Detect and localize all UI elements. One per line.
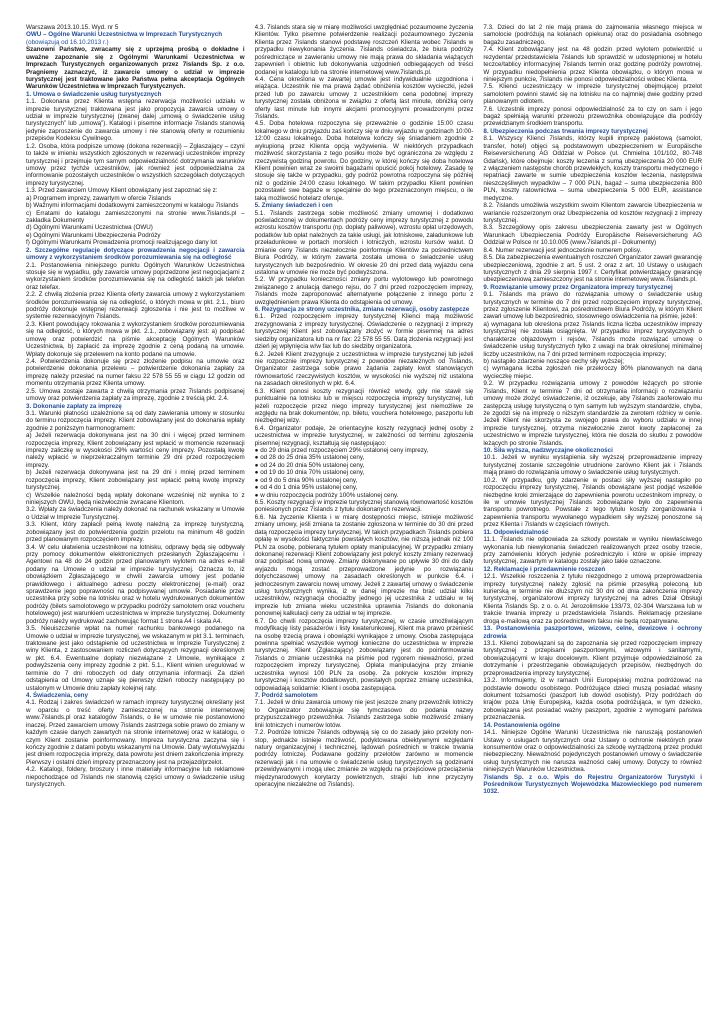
paragraph: 6.5. Koszty rezygnacji w imprezie turystycznej stanowią równowartość kosztów poniesionych przez 7islands z tytułu dokonanych rezerwacji. bbox=[254, 499, 474, 514]
paragraph: 7.1. Jeżeli w dniu zawarcia umowy nie jest jeszcze znany przewoźnik lotniczy to Organizator zobowiązuje się tymczasowo do podania nazwy przypuszczalnego przewoźnika. 7islands zastrzega sobie możliwość zmiany linii lotniczych i numerów lotów. bbox=[254, 699, 474, 729]
paragraph: 4.4. Cena określona w zawartej umowie jest indywidualnie uzgodniona i wiążąca. Uczestnik nie ma prawa żądać obniżenia kosztów wycieczki, jeżeli przed lub po zawarciu umowy z uczestnikiem cena podobnej imprezy turystycznej została obniżona w związku z ofertą last minute, obniżką ceny oferty last minute lub innymi akcjami promocyjnymi prowadzonymi przez 7islands. bbox=[254, 75, 474, 121]
paragraph: e) Ogólnymi Warunkami Ubezpieczenia Podróży bbox=[26, 231, 161, 239]
paragraph: a) Jeżeli rezerwacja dokonywana jest na 30 dni i więcej przed terminem rozpoczęcia imprezy, Klient zobowiązany jest wpłacić w momencie rezerwacji imprezy zaliczkę w wysokości 29% wartości ceny imprezy. Pozostałą kwotę należy wpłacić w nieprzekraczalnym terminie 29 dni przed rozpoczęciem imprezy. bbox=[26, 432, 245, 469]
paragraph: 9.2. W przypadku rozwiązania umowy z powodów leżących po stronie 7islands, Klient w terminie 7 dni od otrzymania informacji o rozwiązaniu umowy może złożyć oświadczenie, iż oczekuje, aby 7islands zaoferowało mu zastępczą usługę turystyczną o tym samym lub wyższym standardzie, chyba, że zgodzi się na imprezę o niższym standardzie za zwrotem różnicy w cenie. Jeżeli Klient nie skorzysta ze swojego prawa do wyboru udziału w innej imprezie turystycznej, otrzyma niezwłocznie zwrot kwoty zapłaconej za uczestnictwo w imprezie turystycznej, która nie doszła do skutku z powodów leżących po stronie 7islands. bbox=[483, 380, 703, 447]
paragraph: 8.2. 7islands umożliwia wszystkim swoim Klientom zawarcie Ubezpieczenia w wariancie rozszerzonym oraz Ubezpieczenia od kosztów rezygnacji z imprezy turystycznej. bbox=[483, 202, 703, 224]
column-2 bbox=[255, 24, 474, 1008]
paragraph: 2.3. Klient powodujący rokowania z wykorzystaniem środków porozumiewania się na odległość, o których mowa w pkt. 2.1., zobowiązany jest: a) podpisać umowę oraz potwierdzić na piśmie akceptację Ogólnych Warunków Uczestnictwa, b) zapłacić za imprezę zgodnie z ceną podaną na umowie. Wpłaty dokonuje się przelewem na konto podane na umowie. bbox=[26, 320, 245, 358]
section-heading: 10. Siła wyższa, nadzwyczajne okoliczności bbox=[483, 447, 613, 455]
paragraph: b) Jeżeli rezerwacja dokonywana jest na 29 dni i mniej przed terminem rozpoczęcia imprezy, Klient zobowiązany jest wpłacić pełną kwotę imprezy turystycznej. bbox=[26, 469, 245, 492]
paragraph: 2.4. Potwierdzenia dokonuje się przez złożenie podpisu na umowie oraz potwierdzenie dokonania przelewu – potwierdzenie dokonania zapłaty za imprezę należy przesłać na numer faksu 22 578 55 55 w ciągu 12 godzin od momentu otrzymania przez Klienta umowy. bbox=[26, 357, 245, 388]
paragraph: 1.3. Przed zawarciem Umowy Klient obowiązany jest zapoznać się z: bbox=[26, 187, 218, 195]
paragraph: 6.6. Na życzenie Klienta i w miarę dostępności miejsc, istnieje możliwość zmiany umowy, jeśli zmiana ta zostanie zgłoszona w terminie do 30 dni przed datą rozpoczęcia imprezy turystycznej. W takich przypadkach 7islands pobiera opłatę w wysokości faktycznie powstałych kosztów, nie niższą jednak niż 100 PLN za osobę, pobieraną tytułem opłaty manipulacyjnej. W przypadku zmiany dokonanej rezerwacji Klient zobowiązany jest pokryć koszty zmiany rezerwacji oraz podpisać nową umowę. Zmiany dokonywane po upływie 30 dni do daty wyjazdu mogą zostać przeprowadzone jedynie po rozwiązaniu dotychczasowej umowy na zasadach określonych w punkcie 6.4. i jednoczesnym zawarciu nowej umowy. Jeżeli z zawartej umowy o świadczenie usług turystycznych wynika, iż w danej imprezie ma brać udział kilku uczestników, rezygnacja chociażby jednego jej uczestnika z udziału w tej imprezie lub zmiana wieku uczestnika uprawnia 7islands do dokonania ponownej kalkulacji ceny za udział w tej imprezie. bbox=[254, 513, 474, 618]
section-heading: 8. Ubezpieczenia podczas trwania imprezy turystycznej bbox=[483, 127, 648, 135]
paragraph: 6.2. Jeżeli Klient zrezygnuje z uczestnictwa w imprezie turystycznej lub jeżeli nie rozpocznie imprezy turystycznej z powodów niezależnych od 7islands, Organizator zastrzega sobie prawo żądania zapłaty kwot stanowiących równowartość rzeczywistych kosztów, w wysokości nie wyższej niż ustalona na zasadach określonych w pkt. 6.4. bbox=[254, 350, 474, 388]
paragraph: 3.2. Wpłaty za świadczenia należy dokonać na rachunek wskazany w Umowie o Udział w Imprezie Turystycznej. bbox=[26, 506, 245, 521]
paragraph: f) Ogólnymi Warunkami Prowadzenia promocji realizującego dany lot bbox=[26, 239, 217, 247]
paragraph: 6.1. Przed rozpoczęciem imprezy turystycznej Klienci mają możliwość zrezygnowania z imprezy turystycznej. Oświadczenie o rezygnacji z imprezy turystycznej Klient jest zobowiązany złożyć w formie pisemnej na adres siedziby organizatora lub na nr fax: 22 578 55 55. Datą złożenia rezygnacji jest dzień jej wpłynięcia w/w fax lub do siedziby organizatora. bbox=[254, 313, 474, 351]
section-heading: 11. Odpowiedzialność bbox=[483, 528, 549, 536]
section-heading: 12. Reklamacje i przedawnienie roszczeń bbox=[483, 565, 606, 573]
paragraph: 8.5. Dla zabezpieczenia ewentualnych roszczeń Organizator zawarł gwarancję ubezpieczeniową, zgodnie z art. 5 ust. 2 oraz z art. 10 Ustawy o usługach turystycznych z dnia 29 sierpnia 1997 r. Certyfikat potwierdzający gwarancję ubezpieczeniową zamieszczony jest na stronie internetowej www.7islands.pl. bbox=[483, 254, 703, 284]
paragraph: ● od 24 do 20 dnia 50% ustalonej ceny, bbox=[254, 461, 365, 469]
paragraph: 1.2. Osoba, która podpisze umowę (dokona rezerwacji) – Zgłaszający – czyni to także w imieniu wszystkich zgłoszonych w rezerwacji uczestników imprezy turystycznej i przejmuje tym samym odpowiedzialność dotrzymania warunków umowy przez tychże uczestników, jak również jest odpowiedzialna za informowanie pozostałych uczestników o wszystkich szczegółach dotyczących imprezy turystycznej. bbox=[26, 142, 245, 187]
paragraph: 14.1. Niniejsze Ogólne Warunki Uczestnictwa nie naruszają postanowień Ustawy o usługach turystycznych oraz Ustawy o ochronie niektórych praw konsumentów oraz o odpowiedzialności za szkodę wyrządzoną przez produkt niebezpieczny. Nieważność pojedynczych postanowień umowy o świadczenie usług turystycznych nie narusza ważności całej umowy. Dotyczy to również niniejszych Warunków Uczestnictwa. bbox=[483, 729, 703, 774]
paragraph: 10.1. Jeżeli w wyniku wystąpienia siły wyższej przeprowadzenie imprezy turystycznej zostanie szczególnie utrudnione zarówno Klient jak i 7islands mają prawo do rozwiązania umowy o świadczenie usług turystycznych. bbox=[483, 454, 703, 477]
paragraph: 7.5. Klienci uczestniczący w imprezie turystycznej obejmującej przelot samolotem powinni stawić się na lotnisku na co najmniej dwie godziny przed planowanym odlotem. bbox=[483, 83, 703, 106]
paragraph: 5.2. W przypadku konieczności zmiany portu wylotowego lub powrotnego związanego z anulacją danego rejsu, do 7 dni przed rozpoczęciem imprezy, 7islands może zaproponować alternatywne połączenie z innego portu z uwzględnieniem prawa Klienta do odstąpienia od umowy. bbox=[254, 276, 474, 306]
paragraph: 4.5. Doba hotelowa rozpoczyna się przeważnie o godzinie 15:00 czasu lokalnego w dniu przyjazdu zaś kończy się w dniu wyjazdu w godzinach 10:00-12:00 czasu lokalnego. Doba hotelowa kończy się śniadaniem zgodnie z wykupioną przez Klienta opcją wyżywienia. W niektórych przypadkach możliwość skorzystania z tego posiłku może być ograniczona ze względu z rzeczywistą godziną powrotu. Do godziny, w której kończy się doba hotelowa Klient powinien wraz ze swoimi bagażami opuścić pokój hotelowy. Zasadę tę stosuje się także w przypadku, gdy podróż powrotna rozpoczyna się później niż o godzinie 24:00 czasu lokalnego. W takim przypadku Klient powinien pozostawić swe bagaże w specjalnie do tego przeznaczonym miejscu, o ile taką możliwość hotelarz oferuje. bbox=[254, 120, 474, 202]
paragraph: 3.4. W celu ułatwienia uczestnikowi na lotnisku, odprawy będą się odbywały przy pomocy dokumentów elektronicznych przesłanych Zgłaszającemu i Agentowi na 48 do 24 godzin przed planowanym wylotem na adres e-mail podany na Umowie o udział w imprezie turystycznej. Oznacza to, iż obowiązkiem Zgłaszającego w chwili zawarcia umowy jest podanie prawidłowego i aktualnego adresu poczty elektronicznej (e-mail) oraz sprawdzenie jego poprawności na podpisywanej umowie. Posiadanie przez uczestnika przy sobie na lotnisku oraz w hotelu wydrukowanych dokumentów podróży (bilets samolotowego w przypadku podróży samolotem oraz voucheru hotelowego) jest warunkiem uczestnictwa w imprezie turystycznej. Dokumenty podróży należy wydrukować zachowując format 1 strona A4 i skala A4. bbox=[26, 543, 245, 625]
paragraph: ● do 29 dnia przed rozpoczęciem 29% ustalonej ceny imprezy, bbox=[254, 447, 429, 455]
paragraph: 10.2. W przypadku, gdy zdarzenie w postaci siły wyższej nastąpiło po rozpoczęciu imprezy turystycznej, 7islands obowiązane jest podjąć wszelkie niezbędne kroki zmierzające do zapewnienia powrotu uczestnikom imprezy, o ile w umowie turystycznej 7islands zobowiązane było do zapewnienia transportu powrotnego. Powstałe z tego tytułu koszty zorganizowania i zapewnienia transportu wywołanego wypadkiem siły wyższej ponoszone są przez Klienta i 7islands w częściach równych. bbox=[483, 476, 703, 529]
document-intro: Szanowni Państwo, zwracamy się z uprzejmą prośbą o dokładne i uważne zapoznanie się z Ogólnymi Warunkami Uczestnictwa w Imprezach Turystycznych organizowanych przez 7islands Sp. z o.o. Pragniemy zaznaczyć, iż zawarcie umowy o udział w imprezie turystycznej jest traktowane jako Państwa pełna akceptacja Ogólnych Warunków Uczestnictwa w Imprezach Turystycznych. bbox=[26, 46, 245, 91]
paragraph: 7.3. Dzieci do lat 2 nie mają prawa do zajmowania własnego miejsca w samolocie (podróżują na kolanach opiekuna) oraz do posiadania osobnego bagażu zasadniczego. bbox=[483, 24, 703, 46]
paragraph: c) Erratami do katalogu zamieszczonymi na stronie www.7islands.pl – zakładka Dokumenty bbox=[26, 209, 245, 224]
section-heading: 1. Umowa o świadczenie usług turystycznych bbox=[26, 90, 162, 98]
paragraph: 4.3. 7islands stara się w miarę możliwości uwzględniać pozaumowne życzenia Klientów. Tylko pisemne potwierdzenie realizacji pozaumownego życzenia Klienta przez 7islands stanowi podstawę roszczeń Klienta wobec 7islands w przypadku niewykonania życzenia. 7islands oświadcza, że biura podróży pośredniczące w zawieraniu umowy nie mają prawa do składania wiążących zapewnień i obietnic lub dokonywania uzgodnień odbiegających od treści podanej w katalogu lub na stronie internetowej www.7islands.pl. bbox=[254, 24, 474, 76]
paragraph: 11.1. 7islands nie odpowiada za szkody powstałe w wyniku niewłaściwego wykonania lub niewykonania świadczeń realizowanych przez osoby trzecie, przy zamówieniu których jedynie pośredniczyło i które w opisie imprezy turystycznej, zawartym w katalogu zostały jako takie oznaczone. bbox=[483, 536, 703, 566]
section-heading: 3. Dokonanie zapłaty za imprezę bbox=[26, 402, 122, 410]
paragraph: ● od 4 do 1 dnia 95% ustalonej ceny, bbox=[254, 484, 358, 492]
paragraph: 3.5. Nieuiszczenie wpłat na numer rachunku bankowego podanego na Umowie o udział w imprezie turystycznej, we wskazanym w pkt 3.1. terminach, traktowane jest jako odstąpienie od uczestnictwa w Imprezie Turystycznej z winy Klienta, z zastosowaniem rozliczeń dotyczących rezygnacji określonych w pkt. 6.4. Ewentualne dopłaty niezwiązane z Umowie, wynikające z podwyższenia ceny imprezy zgodnie z pkt. 5.1., Klient winien uregulować w terminie do 7 dni roboczych od daty otrzymania informacji. Za dzień odstąpienia od Umowy uznaje się pierwszy dzień roboczy następujący po ustalonym w Umowie dniu zapłaty kolejnej raty. bbox=[26, 625, 245, 692]
section-heading: 14. Postanowienia ogólne bbox=[483, 721, 560, 729]
section-heading: 7. Podróż samolotem bbox=[254, 691, 318, 699]
column-1 bbox=[26, 24, 245, 1008]
paragraph: ● od 19 do 10 dnia 70% ustalonej ceny, bbox=[254, 469, 365, 477]
section-heading: 2. Szczegółne regulacje dotyczące prowadzenia negocjacji i zawarcia umowy z wykorzystaniem środków porozumiewania się na odległość bbox=[26, 246, 245, 262]
paragraph: ● w dniu rozpoczęcia podróży 100% ustalonej ceny. bbox=[254, 491, 399, 499]
paragraph: 6.4. Organizator podaje, że orientacyjne koszty rezygnacji jednej osoby z uczestnictwa w imprezie turystycznej, w zależności od terminu zgłoszenia pisemnej rezygnacji, kształtują się następująco: bbox=[254, 424, 474, 447]
paragraph: 2.5. Umowa zostaje zawarta z chwilą otrzymania przez 7islands podpisanej umowy oraz potwierdzenia zapłaty za imprezę, zgodnie z treścią pkt. 2.4. bbox=[26, 387, 245, 403]
paragraph: 8.3. Szczegółowy opis zakresu ubezpieczenia zawarty jest w Ogólnych Warunkach Ubezpieczenia Podróży Europäische Reiseversicherung AG Oddział w Polsce nr 10.10.005 (www.7islands.pl - Dokumenty) bbox=[483, 224, 703, 247]
paragraph: 2.1. Postanowienia niniejszego punktu Ogólnych Warunków Uczestnictwa stosuje się w wypadku, gdy zawarcie umowy poprzedzone jest negocjacjami z wykorzystaniem środków porozumiewania się na odległość takich jak telefon oraz telefax. bbox=[26, 261, 245, 291]
section-heading: 6. Rezygnacja ze strony uczestnika, zmiana rezerwacji, osoby zastępcze bbox=[254, 306, 470, 314]
column-3 bbox=[483, 24, 702, 1008]
paragraph: 6.3. Klient ponosi koszty rezygnacji również wtedy, gdy nie stawił się punktualnie na lotnisku lub w miejscu rozpoczęcia imprezy turystycznej, lub jeżeli rozpoczęcie przez niego imprezy turystycznej jest niemożliwe ze względu na brak dokumentów, np. biletu, vouchera hotelowego, paszportu lub niezbędnej wizy. bbox=[254, 387, 474, 425]
paragraph: 7.2. Podróże lotnicze 7islands odbywają się co do zasady jako przeloty non-stop, jednakże istnieje możliwość, podyktowana obiektywnymi względami natury organizacyjnej i technicznej, lądowań pośrednich w trakcie trwania podróży lotniczej. Podawane godziny przelotów zarówno w momencie rezerwacji jak i na umowie o świadczenie usług turystycznych są godzinami przewidywanymi i mogą ulec zmianie ze względu na przejściowe przeciążenia międzynarodowych korytarzy powietrznych, strajki lub inne przyczyny operacyjne niezależne od 7islands). bbox=[254, 729, 474, 789]
paragraph: 9.1. 7islands ma prawo do rozwiązania umowy o świadczenie usług turystycznych w terminie do 7 dni przed rozpoczęciem imprezy turystycznej, przez zgłoszenie Klientowi, za pośrednictwem Biura Podróży, w którym Klient zawarł umowę lub bezpośrednio, stosownego oświadczenia na piśmie, jeżeli: bbox=[483, 291, 703, 321]
paragraph: a) Programem imprezy, zawartym w ofercie 7islands bbox=[26, 194, 172, 202]
paragraph: d) Ogólnymi Warunkami Uczestnictwa (OWU) bbox=[26, 224, 153, 232]
document-title: OWU – Ogólne Warunki Uczestnictwa w Imprezach Turystycznych bbox=[26, 31, 223, 39]
paragraph: 8.4. Numer rezerwacji jest jednocześnie numerem polisy. bbox=[483, 246, 642, 254]
section-heading: 4. Świadczenia, ceny bbox=[26, 691, 88, 699]
paragraph: 1.1. Dokonana przez Klienta wstępna rezerwacja możliwości udziału w imprezie turystycznej traktowana jest jako propozycja zawarcia umowy o udział w imprezie turystycznej (zwanej dalej „umową o świadczenie usług turystycznych” lub „umową”). Katalogi i pisemne informacje 7islands stanowią jedynie zaproszenie do zawarcia umowy i nie stanowią oferty w rozumieniu przepisów Kodeksu Cywilnego. bbox=[26, 98, 245, 143]
paragraph: ● od 28 do 25 dnia 35% ustalonej ceny, bbox=[254, 454, 365, 462]
document-columns bbox=[26, 24, 702, 1008]
paragraph: 6.7. Do chwili rozpoczęcia imprezy turystycznej, w czasie umożliwiającym modyfikację listy pasażerów i listy kwaterunkowej, Klient ma prawo przenieść na osobę trzecią prawa i obowiązki wynikające z umowy. Osoba zastępująca powinna spełniać wszystkie wymogi konieczne do uczestnictwa w imprezie turystycznej. Klient (Zgłaszający) zobowiązany jest do poinformowania 7islands o zmianie uczestnika na piśmie pod rygorem nieważności, przed rozpoczęciem imprezy turystycznej. Opłata manipulacyjna przy zmianie uczestnika wynosi 100 PLN za osobę. Za pokrycie kosztów imprezy turystycznej i kosztów dodatkowych, powstałych poprzez zmianę uczestnika, odpowiadają solidarnie: Klient i osoba zastępująca. bbox=[254, 617, 474, 692]
paragraph: 7.6. Uczestnik imprezy ponosi odpowiedzialność za to czy on sam i jego bagaż spełniają warunki przewozu przewoźnika obowiązujące dla podróży przewidzianym środkiem transportu. bbox=[483, 105, 703, 128]
paragraph: 2.2. Z chwilą złożenia przez Klienta oferty zawarcia umowy z wykorzystaniem środków porozumiewania się na odległość, o których mowa w pkt. 2.1., biuro podróży dokonuje wstępnej rezerwacji zgłoszenia i nie jest to możliwe w systemie rezerwacyjnym 7islands. bbox=[26, 291, 245, 321]
paragraph: c) Wszelkie należności będą wpłaty dokonane wcześniej niż wynika to z niniejszych OWU, będą niezwłocznie zwracane Klientom. bbox=[26, 491, 245, 506]
section-heading: 9. Rozwiązanie umowy przez Organizatora imprezy turystycznej bbox=[483, 283, 673, 291]
section-heading: 5. Zmiany świadczeń i cen bbox=[254, 202, 333, 210]
paragraph: b) nastąpiło zdarzenie noszące cechy siły wyższej; bbox=[483, 357, 625, 365]
document-ref: Warszawa 2013.10.15. Wyd. nr 5 bbox=[26, 24, 119, 31]
paragraph: 4.1. Rodzaj i zakres świadczeń w ramach imprezy turystycznej określany jest w oparciu o treść oferty zamieszczonej na stronie internetowej www.7islands.pl oraz katalogów 7islands, o ile w umowie nie postanowiono inaczej. Przed zawarciem umowy 7islands zastrzega sobie prawo do zmiany w każdym czasie danych zawartych na stronie internetowej oraz w katalogu, o czym Klient zostanie poinformowany. Impreza turystyczna zaczyna się i kończy zgodnie z datami pobytu wskazanymi na Umowie. Daty wylotu/wyjazdu jest dniem rozpoczęcia imprezy, data powrotu jest dniem zakończenia imprezy. Pierwszy i ostatni dzień imprezy przeznaczony jest na przejazd/przelot. bbox=[26, 699, 245, 766]
paragraph: a) wymagana lub określona przez 7islands liczna liczba uczestników imprezy turystycznej nie została osiągnięta. W przypadku imprez turystycznych o charakterze objazdowym i rejsów, 7islands może rozwiązać umowę o świadczenie usług turystycznych tylko z uwagi na brak określonej minimalnej liczby uczestników, na 7 dni przed terminem rozpoczęcia imprezy; bbox=[483, 320, 703, 358]
paragraph: c) wymagana liczba zgłoszeń nie przekroczy 80% planowanych na daną wycieczkę miejsc. bbox=[483, 365, 703, 380]
paragraph: 4.2. Katalogi, foldery, broszury i inne materiały informacyjne lub reklamowe niepochodzące od 7islands nie stanowią części umowy o świadczenie usług turystycznych. bbox=[26, 766, 245, 789]
paragraph: 3.3. Klient, który zapłacił pełną kwotę należną za imprezę turystyczną, zobowiązany jest do potwierdzenia godzin przelotu na minimum 48 godzin przed planowanym rozpoczęciem imprezy. bbox=[26, 521, 245, 544]
paragraph: 12.1. Wszelkie roszczenia z tytułu niezgodnego z umową przeprowadzenia imprezy turystycznej należy zgłosić na piśmie przesyłką poleconą lub kurierską w terminie nie dłuższym niż 30 dni od dnia zakończenia imprezy turystycznej, organizatorowi imprezy turystycznej na adres Dział Obsługi Klienta 7islands Sp. z o. o. Al. Jerozolimskie 133/73, 02-304 Warszawa lub w trakcie trwania imprezy u przedstawiciela 7islands. Reklamację przesłane drogą e-mailową oraz za pośrednictwem faksu nie będą rozpatrywane. bbox=[483, 573, 703, 625]
paragraph: b) Wažnymi informacjami dodatkowymi zamieszczonymi w katalogu 7islands bbox=[26, 202, 239, 210]
paragraph: 7.4. Klient zobowiązany jest na 48 godzin przed wylotem potwierdzić u rezydenta/ przedstawiciela 7islands lub sprawdzić w udostępnionej w hotelu teczce/tablicy informacyjnej 7islands termin oraz godzinę podróży powrotnej. W przypadku niedopełnienia przez Klienta obowiązku, o którym mowa w niniejszym punkcie, 7islands nie ponosi odpowiedzialności wobec Klienta. bbox=[483, 46, 703, 83]
document-subtitle: (obowiązują od 16.10.2013 r.) bbox=[26, 38, 109, 46]
paragraph: ● od 9 do 5 dnia 90% ustalonej ceny, bbox=[254, 476, 358, 484]
paragraph: 5.1. 7islands zastrzega sobie możliwość zmiany umownej i dodatkowo poświadczonej w dokumentach podróży ceny imprezy turystycznej z powodu wzrostu kosztów transportu (np. dopłaty paliwowe), wzrostu opłat urzędowych, podatków lub opłat należnych za takie usługi, jak lotniskowe, załadunkowe lub przeładunkowe w portach morskich i lotniczych, wzrostu kursów walut. O zmianie ceny 7islands niezwłocznie poinformuje Klientów za pośrednictwem Biura Podróży, w którym zawarta została umowa o świadczenie usług turystycznych lub bezpośrednio. W okresie 20 dni przed datą wyjazdu cena ustalona w umowie nie może być podwyższona. bbox=[254, 209, 474, 276]
paragraph: 13.1. Klienci zobowiązani są do zapoznania się przed rozpoczęciem imprezy turystycznej z przepisami paszportowymi, wizowymi i sanitarnymi, obowiązującymi w kraju docelowym. Klient przyjmuje odpowiedzialność za dotrzymanie i przestrzeganie obowiązujących przepisów, niezbędnych do przeprowadzenia imprezy turystycznej. bbox=[483, 640, 703, 677]
footer-registration: 7islands Sp. z o.o. Wpis do Rejestru Organizatorów Turystyki i Pośredników Turystycznych Wojewódzka Mazowieckiego pod numerem 1032. bbox=[483, 773, 703, 796]
paragraph: 3.1. Warunki płatności uzależnione są od daty zawierania umowy w stosunku do terminu rozpoczęcia imprezy. Klient zobowiązany jest do dokonania wpłaty zgodnie z poniższym harmonogramem: bbox=[26, 409, 245, 432]
paragraph: 13.2. Informujemy, iż w ramach Unii Europejskiej można podróżować na podstawie dowodu osobistego. Podróżujące dzieci muszą posiadać własny dokument tożsamości (paszport lub dowód osobisty). Przy podróżach do krajów poza Unię Europejską, każda osoba podróżująca, w tym dziecko, zobowiązana jest posiadać ważny paszport, zgodnie z wymogami państwa przeznaczenia. bbox=[483, 677, 703, 722]
section-heading: 13. Postanowienia paszportowe, wizowe, celne, dewizowe i ochrony zdrowia bbox=[483, 625, 703, 640]
paragraph: 8.1. Wszyscy Klienci 7islands, którzy kupili imprezę pakietową (samolot, transfer, hotel) objęci są podstawowym ubezpieczeniem w Europäische Reiseversicherung AG Oddział w Polsce (ul. Chmielna 101/102, 80-748 Gdańsk), które obejmuje: koszty leczenia z sumą ubezpieczenia 20 000 EUR z włączeniem następstw chorób przewlekłych, koszty transportu medycznego i repatriacji zawarte w sumie ubezpieczenia kosztów leczenia, następstwa nieszczęśliwych wypadków – 7 000 PLN, bagaż – suma ubezpieczenia 800 PLN, koszty ratownictwa – suma ubezpieczenia 5 000 EUR, assistance medyczne. bbox=[483, 135, 703, 202]
